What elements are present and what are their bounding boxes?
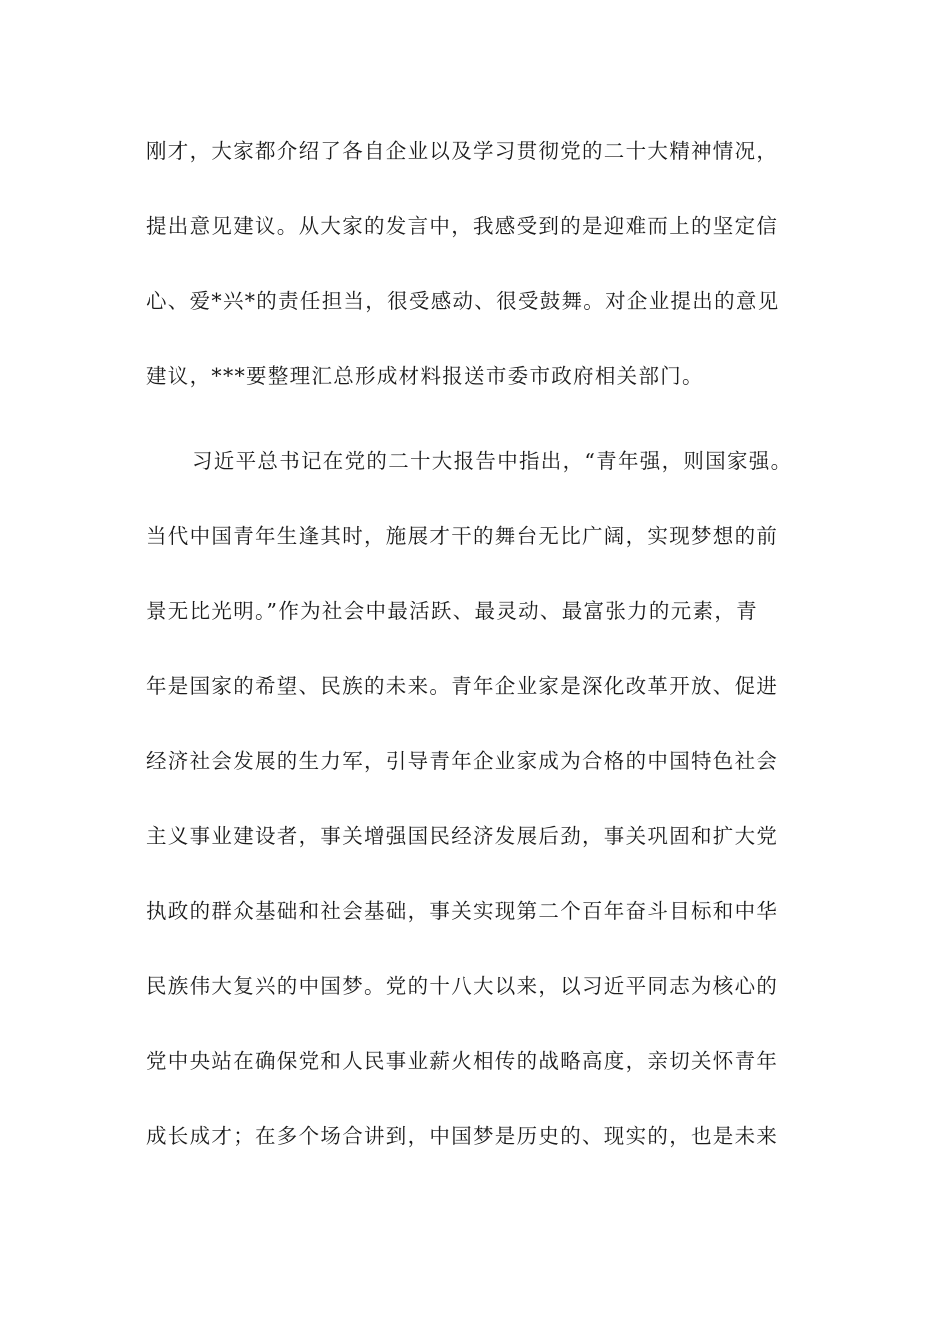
paragraph-2-line-6: 主义事业建设者，事关增强国民经济发展后劲，事关巩固和扩大党 bbox=[146, 824, 779, 848]
paragraph-1-line-3: 心、爱*兴*的责任担当，很受感动、很受鼓舞。对企业提出的意见 bbox=[146, 289, 780, 313]
paragraph-2-line-10: 成长成才；在多个场合讲到，中国梦是历史的、现实的，也是未来 bbox=[146, 1124, 779, 1148]
paragraph-2-line-7: 执政的群众基础和社会基础，事关实现第二个百年奋斗目标和中华 bbox=[146, 899, 779, 923]
paragraph-2-line-3: 景无比光明。”作为社会中最活跃、最灵动、最富张力的元素，青 bbox=[146, 599, 758, 623]
paragraph-2-line-1: 习近平总书记在党的二十大报告中指出，“青年强，则国家强。 bbox=[192, 449, 793, 473]
paragraph-1-line-4: 建议，***要整理汇总形成材料报送市委市政府相关部门。 bbox=[146, 364, 704, 388]
paragraph-2-line-9: 党中央站在确保党和人民事业薪火相传的战略高度，亲切关怀青年 bbox=[146, 1049, 779, 1073]
paragraph-1-line-2: 提出意见建议。从大家的发言中，我感受到的是迎难而上的坚定信 bbox=[146, 214, 779, 238]
paragraph-2-line-5: 经济社会发展的生力军，引导青年企业家成为合格的中国特色社会 bbox=[146, 749, 779, 773]
paragraph-2-line-4: 年是国家的希望、民族的未来。青年企业家是深化改革开放、促进 bbox=[146, 674, 779, 698]
paragraph-1-line-1: 刚才，大家都介绍了各自企业以及学习贯彻党的二十大精神情况， bbox=[146, 139, 779, 163]
paragraph-2-line-8: 民族伟大复兴的中国梦。党的十八大以来，以习近平同志为核心的 bbox=[146, 974, 779, 998]
paragraph-2-line-2: 当代中国青年生逢其时，施展才干的舞台无比广阔，实现梦想的前 bbox=[146, 524, 779, 548]
